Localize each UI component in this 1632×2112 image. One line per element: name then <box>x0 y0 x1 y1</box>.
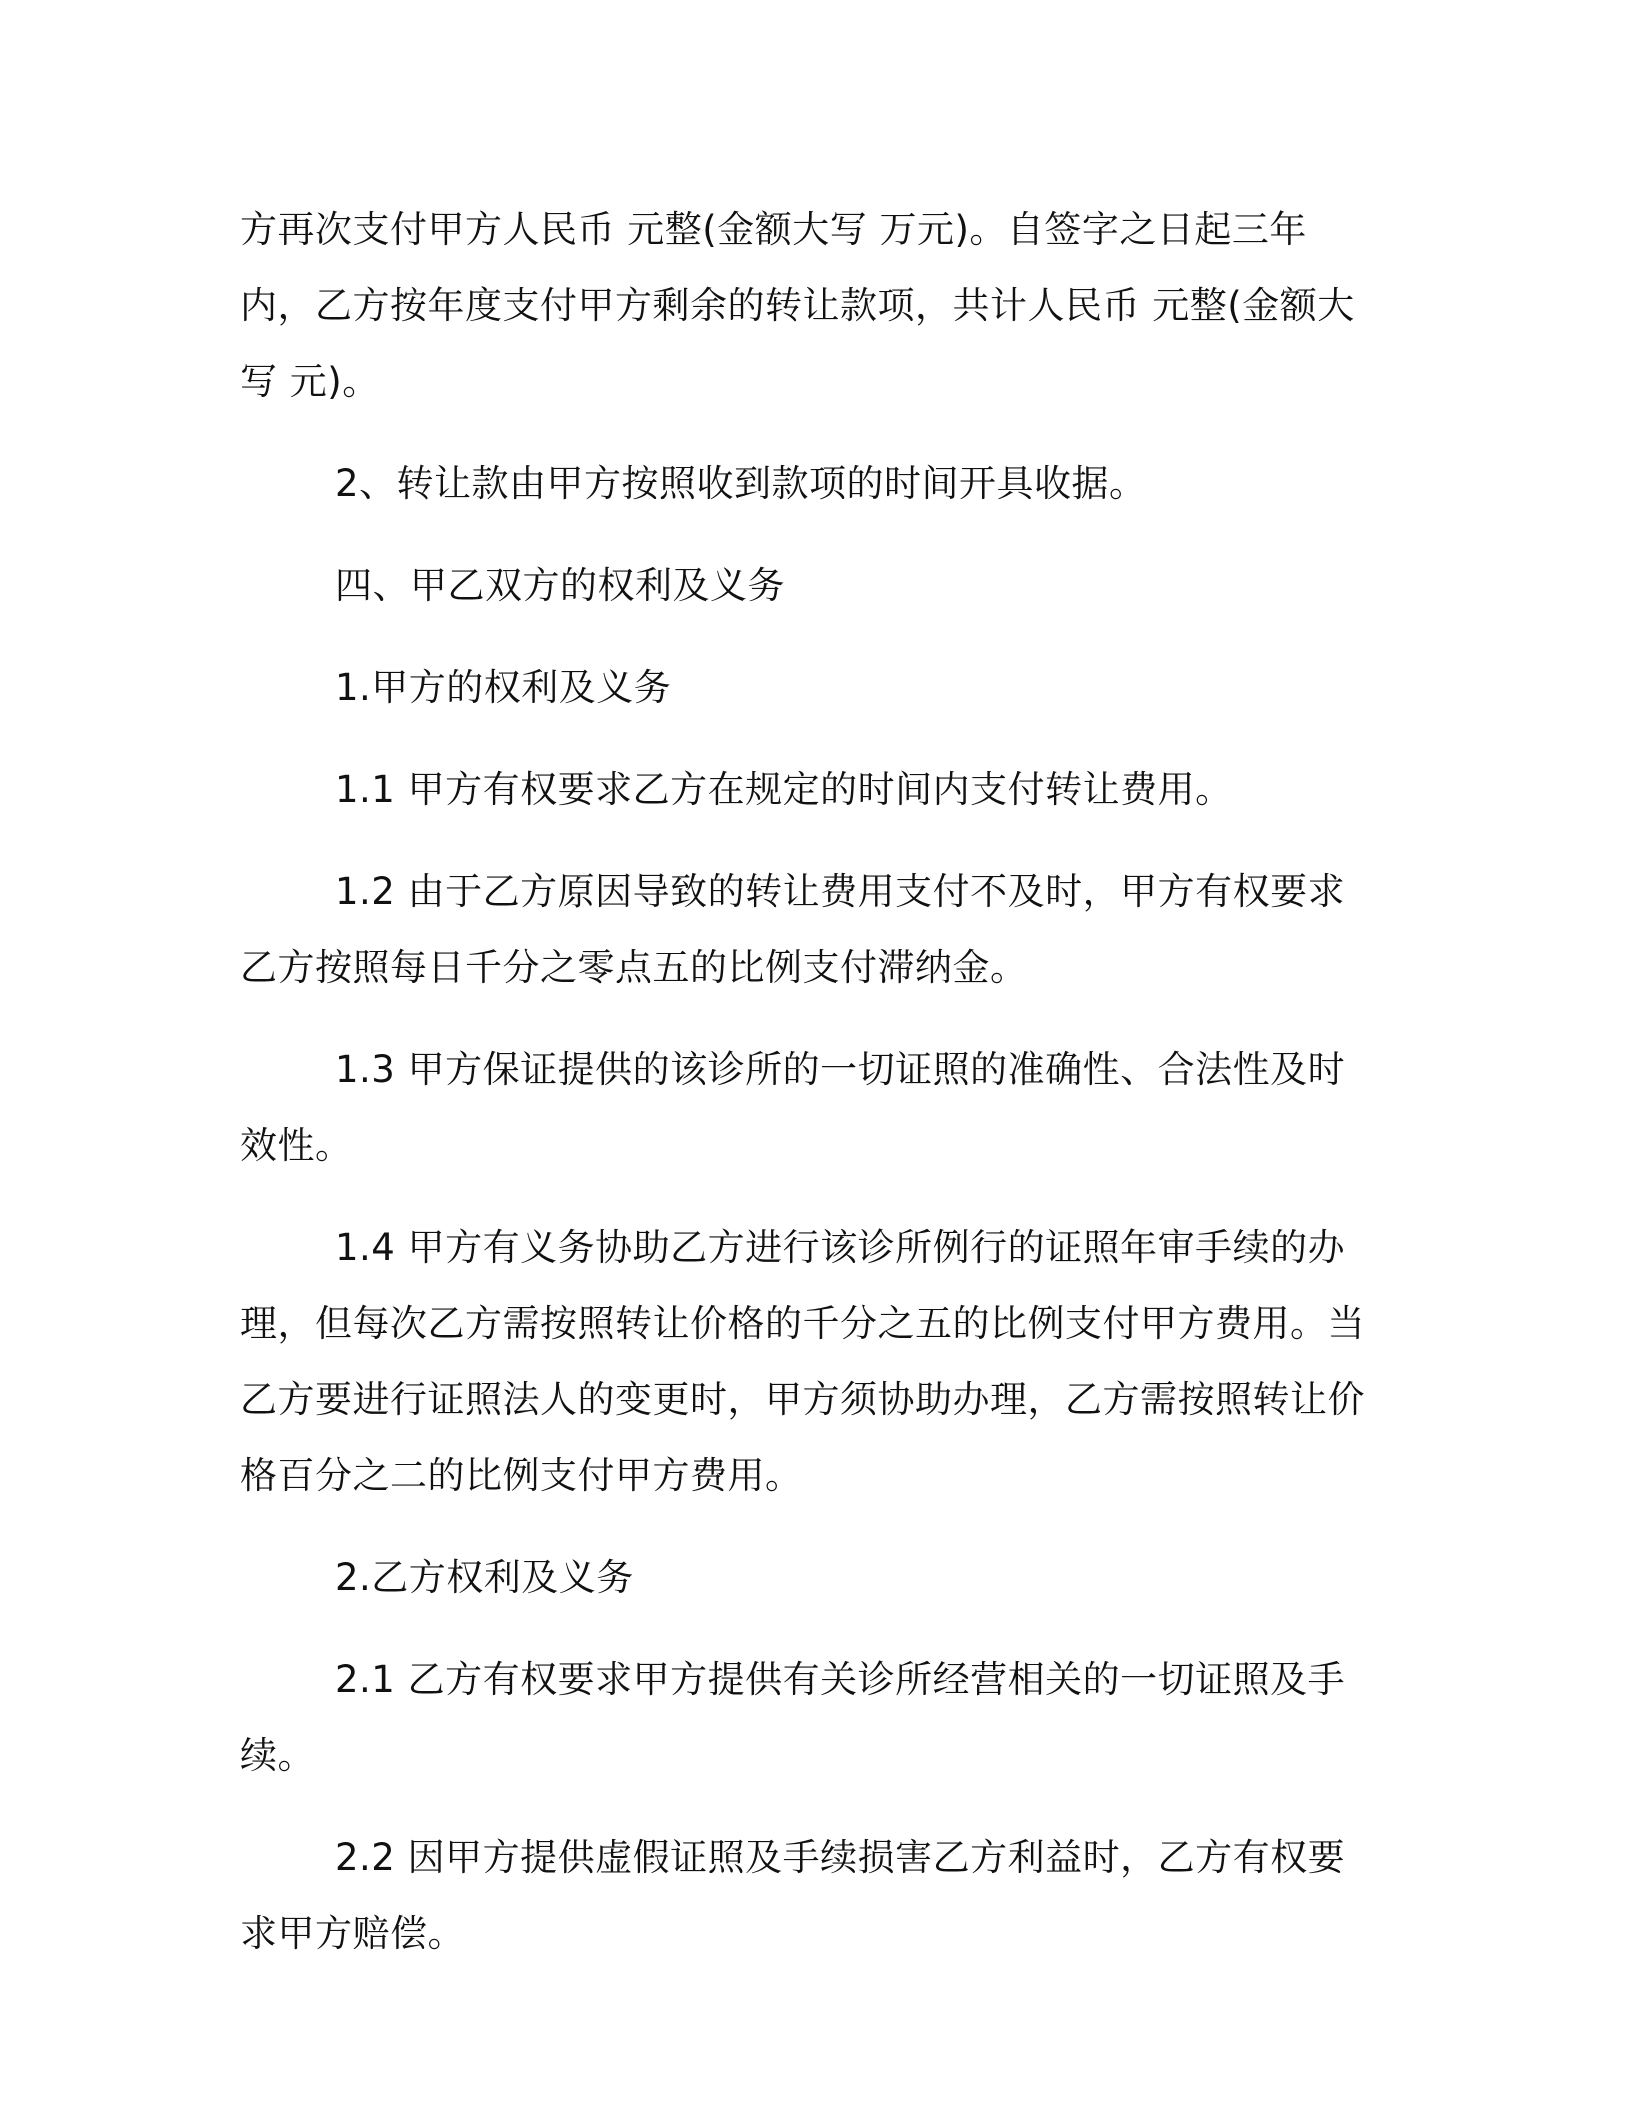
clause-1-2: 1.2 由于乙方原因导致的转让费用支付不及时，甲方有权要求乙方按照每日千分之零点五的比例支付滞纳金。 <box>240 870 1346 989</box>
clause-1-4: 1.4 甲方有义务协助乙方进行该诊所例行的证照年审手续的办理，但每次乙方需按照转让价格的千分之五的比例支付甲方费用。当乙方要进行证照法人的变更时，甲方须协助办理，乙方需按照转让价格百分之二的比例支付甲方费用。 <box>240 1226 1365 1497</box>
paragraph-receipt: 2、转让款由甲方按照收到款项的时间开具收据。 <box>335 462 1147 505</box>
subsection-heading-party-b: 2.乙方权利及义务 <box>335 1556 634 1599</box>
subsection-heading-party-a: 1.甲方的权利及义务 <box>335 666 672 709</box>
paragraph-payment-terms: 方再次支付甲方人民币 元整(金额大写 万元)。自签字之日起三年内，乙方按年度支付甲方剩余的转让款项，共计人民币 元整(金额大写 元)。 <box>240 208 1355 403</box>
section-heading-rights-obligations: 四、甲乙双方的权利及义务 <box>335 564 785 607</box>
clause-2-1: 2.1 乙方有权要求甲方提供有关诊所经营相关的一切证照及手续。 <box>240 1658 1346 1777</box>
clause-1-1: 1.1 甲方有权要求乙方在规定的时间内支付转让费用。 <box>335 768 1233 811</box>
clause-2-2: 2.2 因甲方提供虚假证照及手续损害乙方利益时，乙方有权要求甲方赔偿。 <box>240 1836 1346 1955</box>
clause-1-3: 1.3 甲方保证提供的该诊所的一切证照的准确性、合法性及时效性。 <box>240 1048 1346 1167</box>
document-body <box>240 192 1380 1998</box>
